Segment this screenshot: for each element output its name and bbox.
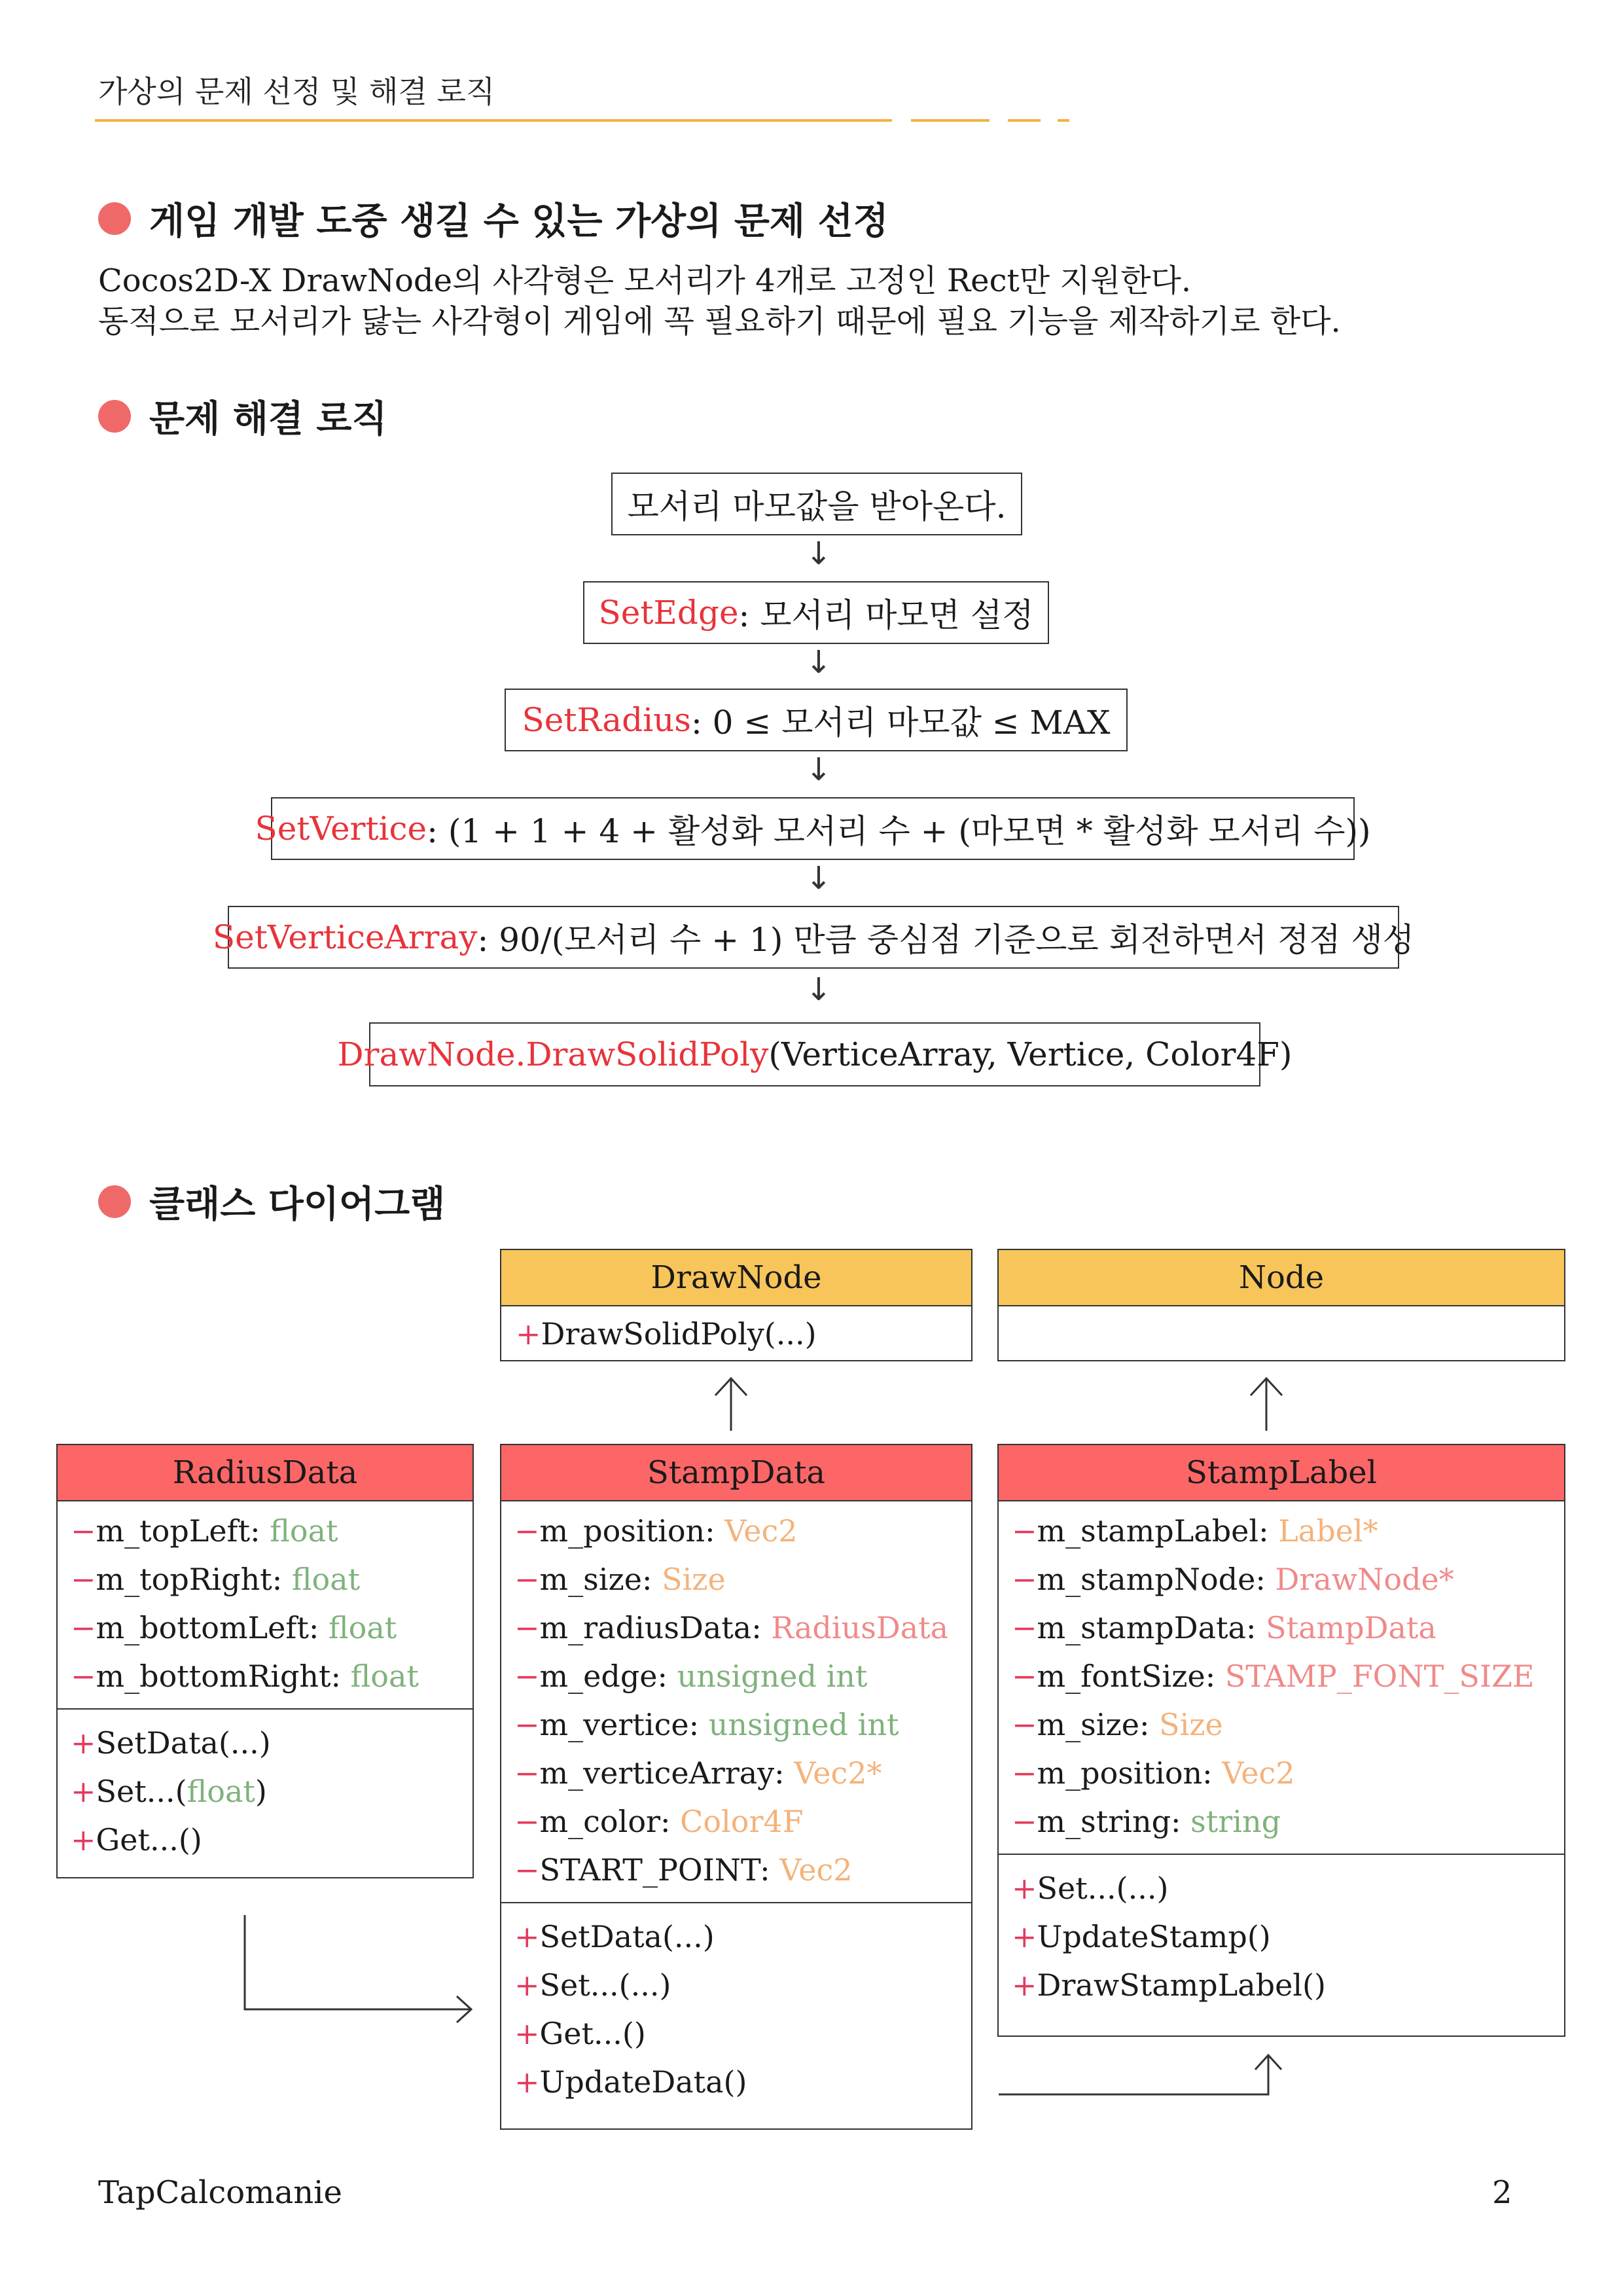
page-number: 2 xyxy=(1492,2174,1512,2211)
field: −m_radiusData: RadiusData xyxy=(514,1610,949,1645)
flow-step-text: : 모서리 마모면 설정 xyxy=(738,596,1034,634)
field: −m_position: Vec2 xyxy=(514,1513,798,1549)
class-name: StampData xyxy=(501,1445,971,1501)
method: +UpdateStamp() xyxy=(1012,1919,1271,1954)
field: −m_edge: unsigned int xyxy=(514,1659,868,1694)
class-method: +DrawSolidPoly(...) xyxy=(516,1316,817,1352)
flow-step-text: : (1 + 1 + 4 + 활성화 모서리 수 + (마모면 * 활성화 모서리 수)) xyxy=(427,812,1371,850)
association-arrow-stamp-to-label xyxy=(999,2055,1281,2094)
flow-down-arrow-icon: ↓ xyxy=(805,971,832,1008)
field: −m_bottomLeft: float xyxy=(71,1610,397,1645)
class-name: Node xyxy=(999,1250,1564,1306)
flow-step-text: : 0 ≤ 모서리 마모값 ≤ MAX xyxy=(690,704,1111,742)
method: +Set...(...) xyxy=(514,1967,671,2003)
field: −m_topRight: float xyxy=(71,1562,361,1597)
field: −m_size: Size xyxy=(514,1562,726,1597)
flow-step-text: (VerticeArray, Vertice, Color4F) xyxy=(768,1035,1293,1073)
field: −m_vertice: unsigned int xyxy=(514,1707,899,1742)
public-sign: + xyxy=(516,1316,541,1352)
method: +Get...() xyxy=(514,2016,646,2051)
section-title: 클래스 다이어그램 xyxy=(149,1183,446,1226)
field: −m_topLeft: float xyxy=(71,1513,338,1549)
method: +Get...() xyxy=(71,1822,202,1857)
flow-down-arrow-icon: ↓ xyxy=(805,751,832,788)
field: −m_string: string xyxy=(1012,1804,1281,1839)
method: +DrawStampLabel() xyxy=(1012,1967,1326,2003)
function-name: SetVerticeArray xyxy=(212,918,478,956)
field: −m_stampNode: DrawNode* xyxy=(1012,1562,1454,1597)
flow-down-arrow-icon: ↓ xyxy=(805,535,832,572)
field: −m_verticeArray: Vec2* xyxy=(514,1755,882,1791)
method: +SetData(...) xyxy=(514,1919,715,1954)
field: −m_stampLabel: Label* xyxy=(1012,1513,1378,1549)
method: +UpdateData() xyxy=(514,2064,747,2100)
class-name: StampLabel xyxy=(999,1445,1564,1501)
field: −m_size: Size xyxy=(1012,1707,1223,1742)
description-line: 동적으로 모서리가 닳는 사각형이 게임에 꼭 필요하기 때문에 필요 기능을 제작하기로 한다. xyxy=(98,303,1341,340)
method: +Set...(float) xyxy=(71,1774,267,1809)
description-line: Cocos2D-X DrawNode의 사각형은 모서리가 4개로 고정인 Rect만 지원한다. xyxy=(98,262,1192,299)
flow-down-arrow-icon: ↓ xyxy=(805,860,832,897)
function-name: SetRadius xyxy=(522,701,691,739)
inheritance-arrow-stamplabel-node xyxy=(1251,1378,1282,1431)
field: −m_color: Color4F xyxy=(514,1804,804,1839)
footer-project-name: TapCalcomanie xyxy=(98,2174,342,2211)
field: −m_fontSize: STAMP_FONT_SIZE xyxy=(1012,1659,1535,1694)
association-arrow-radius-to-stamp xyxy=(245,1915,471,2022)
class-name: DrawNode xyxy=(501,1250,971,1306)
section-title: 문제 해결 로직 xyxy=(149,398,387,440)
method: +Set...(...) xyxy=(1012,1871,1169,1906)
class-name: RadiusData xyxy=(58,1445,473,1501)
field: −m_position: Vec2 xyxy=(1012,1755,1295,1791)
section-title: 게임 개발 도중 생길 수 있는 가상의 문제 선정 xyxy=(149,200,889,243)
method: +SetData(...) xyxy=(71,1725,271,1761)
flow-step-text: 모서리 마모값을 받아온다. xyxy=(627,488,1007,526)
field: −m_bottomRight: float xyxy=(71,1659,419,1694)
field: −m_stampData: StampData xyxy=(1012,1610,1436,1645)
page-header-title: 가상의 문제 선정 및 해결 로직 xyxy=(98,74,495,109)
function-name: DrawNode.DrawSolidPoly xyxy=(337,1035,769,1073)
flow-down-arrow-icon: ↓ xyxy=(805,644,832,681)
flow-step-text: : 90/(모서리 수 + 1) 만큼 중심점 기준으로 회전하면서 정점 생성 xyxy=(477,921,1415,959)
inheritance-arrow-stampdata-drawnode xyxy=(715,1378,747,1431)
function-name: SetEdge xyxy=(598,594,739,632)
field: −START_POINT: Vec2 xyxy=(514,1852,853,1888)
function-name: SetVertice xyxy=(255,810,427,848)
